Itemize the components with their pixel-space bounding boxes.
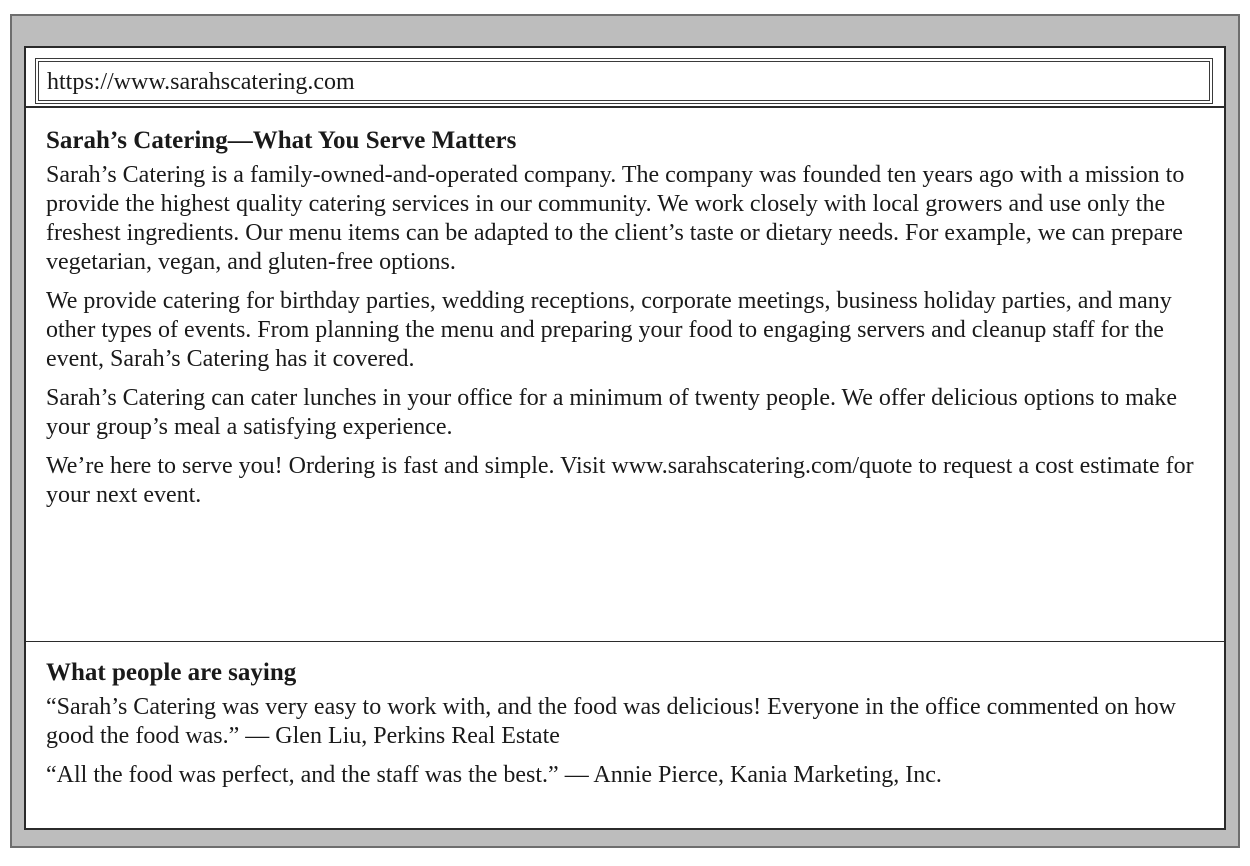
page-title: Sarah’s Catering—What You Serve Matters	[46, 127, 517, 154]
main-content	[46, 126, 1214, 520]
toolbar-divider	[26, 106, 1224, 108]
testimonial-item: “Sarah’s Catering was very easy to work with, and the food was delicious! Everyone in the office commented on how good the food was.” — Glen Liu, Perkins Real Estate	[46, 694, 1176, 749]
order-paragraph: We’re here to serve you! Ordering is fast and simple. Visit www.sarahscatering.com/quote to request a cost estimate for your next event.	[46, 453, 1194, 508]
address-bar[interactable]	[38, 61, 1210, 101]
browser-window	[24, 46, 1226, 830]
section-divider	[26, 641, 1224, 642]
url-text: https://www.sarahscatering.com	[47, 69, 355, 95]
testimonials-section	[46, 658, 1214, 800]
testimonials-heading: What people are saying	[46, 659, 297, 686]
office-lunch-paragraph: Sarah’s Catering can cater lunches in your office for a minimum of twenty people. We offer delicious options to make your group’s meal a satisfying experience.	[46, 385, 1178, 440]
testimonial-item: “All the food was perfect, and the staff was the best.” — Annie Pierce, Kania Marketing, Inc.	[46, 762, 942, 788]
services-paragraph: We provide catering for birthday parties, wedding receptions, corporate meetings, business holiday parties, and many other types of events. From planning the menu and preparing your food to engaging servers and cleanup staff for the event, Sarah’s Catering has it covered.	[46, 288, 1172, 372]
browser-frame	[10, 14, 1240, 848]
about-paragraph: Sarah’s Catering is a family-owned-and-operated company. The company was founded ten years ago with a mission to provide the highest quality catering services in our community. We work closely with local growers and use only the freshest ingredients. Our menu items can be adapted to the client’s taste or dietary needs. For example, we can prepare vegetarian, vegan, and gluten-free options.	[46, 162, 1185, 275]
